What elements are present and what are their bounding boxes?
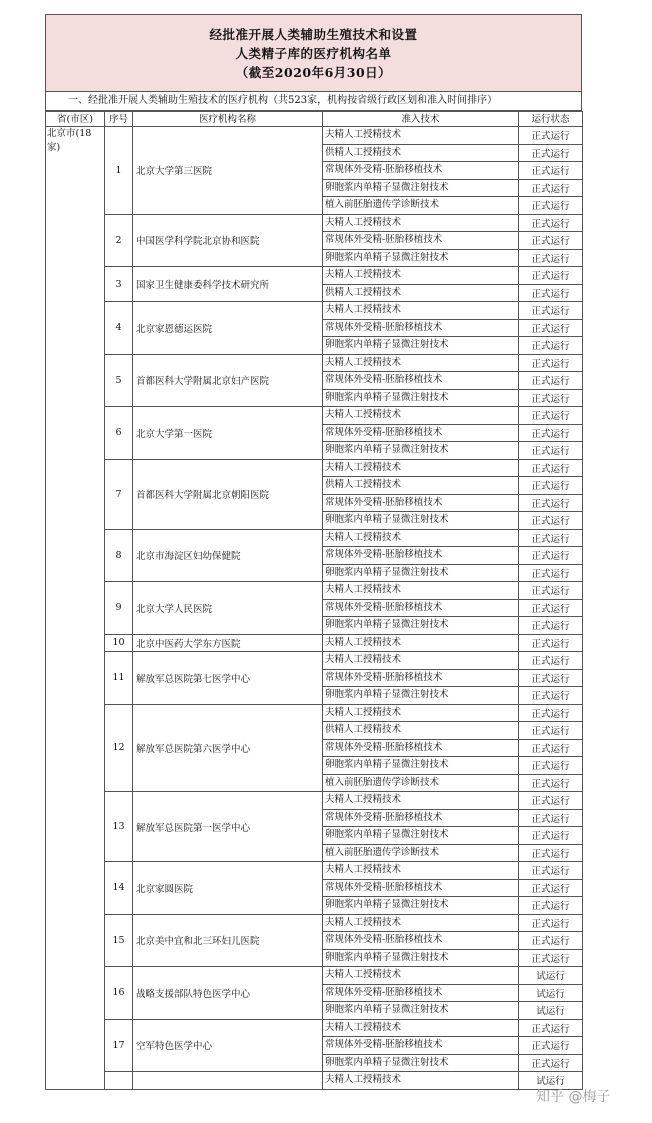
- status-cell: 试运行: [519, 1002, 583, 1020]
- watermark: 知乎 @梅子: [536, 1089, 611, 1105]
- technology-cell: 夫精人工授精技术: [323, 634, 519, 652]
- status-cell: 试运行: [519, 984, 583, 1002]
- status-cell: 正式运行: [519, 564, 583, 582]
- technology-cell: 夫精人工授精技术: [323, 582, 519, 600]
- status-cell: 试运行: [519, 967, 583, 985]
- institution-name: 北京市海淀区妇幼保健院: [133, 529, 323, 582]
- institution-number: 3: [105, 267, 133, 302]
- status-cell: 正式运行: [519, 442, 583, 460]
- technology-cell: 卵胞浆内单精子显微注射技术: [323, 757, 519, 775]
- technology-cell: 卵胞浆内单精子显微注射技术: [323, 1054, 519, 1072]
- technology-cell: 卵胞浆内单精子显微注射技术: [323, 389, 519, 407]
- technology-cell: 常规体外受精-胚胎移植技术: [323, 494, 519, 512]
- technology-cell: 夫精人工授精技术: [323, 407, 519, 425]
- technology-cell: 常规体外受精-胚胎移植技术: [323, 669, 519, 687]
- institution-number: 5: [105, 354, 133, 407]
- table-body: [46, 127, 583, 1090]
- technology-cell: 常规体外受精-胚胎移植技术: [323, 162, 519, 180]
- institution-name: 首都医科大学附属北京妇产医院: [133, 354, 323, 407]
- institution-name: 北京家圆医院: [133, 862, 323, 915]
- status-cell: 正式运行: [519, 249, 583, 267]
- status-cell: 正式运行: [519, 827, 583, 845]
- table-row: [46, 914, 583, 932]
- status-cell: 正式运行: [519, 494, 583, 512]
- status-cell: 正式运行: [519, 617, 583, 635]
- institution-number: 10: [105, 634, 133, 652]
- status-cell: 正式运行: [519, 144, 583, 162]
- status-cell: 正式运行: [519, 949, 583, 967]
- status-cell: 正式运行: [519, 582, 583, 600]
- table-row: [46, 354, 583, 372]
- status-cell: 正式运行: [519, 792, 583, 810]
- status-cell: 正式运行: [519, 932, 583, 950]
- section-heading: 一、经批准开展人类辅助生殖技术的医疗机构（共523家，机构按省级行政区划和准入时间排序）: [45, 92, 582, 111]
- table-row: [46, 652, 583, 670]
- technology-cell: 夫精人工授精技术: [323, 267, 519, 285]
- technology-cell: 常规体外受精-胚胎移植技术: [323, 424, 519, 442]
- institution-number: 1: [105, 127, 133, 215]
- institution-table: [45, 111, 583, 1090]
- document: [45, 14, 582, 1090]
- institution-number: 15: [105, 914, 133, 967]
- status-cell: 正式运行: [519, 354, 583, 372]
- status-cell: 正式运行: [519, 302, 583, 320]
- institution-name: 北京家恩德运医院: [133, 302, 323, 355]
- institution-number: 4: [105, 302, 133, 355]
- status-cell: 正式运行: [519, 809, 583, 827]
- technology-cell: 卵胞浆内单精子显微注射技术: [323, 249, 519, 267]
- status-cell: 正式运行: [519, 897, 583, 915]
- institution-number: 2: [105, 214, 133, 267]
- technology-cell: 夫精人工授精技术: [323, 1019, 519, 1037]
- institution-name: 解放军总医院第六医学中心: [133, 704, 323, 792]
- technology-cell: 卵胞浆内单精子显微注射技术: [323, 897, 519, 915]
- status-cell: 正式运行: [519, 722, 583, 740]
- status-cell: 正式运行: [519, 547, 583, 565]
- technology-cell: 卵胞浆内单精子显微注射技术: [323, 687, 519, 705]
- technology-cell: 卵胞浆内单精子显微注射技术: [323, 827, 519, 845]
- institution-number: [105, 1072, 133, 1090]
- table-row: [46, 634, 583, 652]
- header-name: 医疗机构名称: [133, 112, 323, 127]
- status-cell: 正式运行: [519, 459, 583, 477]
- technology-cell: 夫精人工授精技术: [323, 354, 519, 372]
- technology-cell: 常规体外受精-胚胎移植技术: [323, 547, 519, 565]
- technology-cell: 供精人工授精技术: [323, 144, 519, 162]
- technology-cell: 常规体外受精-胚胎移植技术: [323, 372, 519, 390]
- title-line-1: 经批准开展人类辅助生殖技术和设置: [209, 26, 418, 42]
- header-tech: 准入技术: [323, 112, 519, 127]
- table-row: [46, 1019, 583, 1037]
- status-cell: 正式运行: [519, 1019, 583, 1037]
- header-status: 运行状态: [519, 112, 583, 127]
- institution-name: 北京美中宜和北三环妇儿医院: [133, 914, 323, 967]
- title-line-3: （截至2020年6月30日）: [235, 64, 392, 80]
- status-cell: 正式运行: [519, 319, 583, 337]
- technology-cell: 夫精人工授精技术: [323, 459, 519, 477]
- institution-number: 8: [105, 529, 133, 582]
- title-line-2: 人类精子库的医疗机构名单: [235, 45, 392, 61]
- technology-cell: 卵胞浆内单精子显微注射技术: [323, 949, 519, 967]
- technology-cell: 常规体外受精-胚胎移植技术: [323, 232, 519, 250]
- table-header-row: [46, 112, 583, 127]
- table-row: [46, 407, 583, 425]
- institution-name: 解放军总医院第一医学中心: [133, 792, 323, 862]
- technology-cell: 卵胞浆内单精子显微注射技术: [323, 1002, 519, 1020]
- technology-cell: 常规体外受精-胚胎移植技术: [323, 932, 519, 950]
- technology-cell: 夫精人工授精技术: [323, 862, 519, 880]
- table-row: [46, 127, 583, 145]
- technology-cell: 夫精人工授精技术: [323, 792, 519, 810]
- technology-cell: 供精人工授精技术: [323, 722, 519, 740]
- status-cell: 正式运行: [519, 1037, 583, 1055]
- technology-cell: 夫精人工授精技术: [323, 914, 519, 932]
- institution-number: 9: [105, 582, 133, 635]
- status-cell: 正式运行: [519, 704, 583, 722]
- header-no: 序号: [105, 112, 133, 127]
- technology-cell: 夫精人工授精技术: [323, 302, 519, 320]
- institution-name: 北京大学第三医院: [133, 127, 323, 215]
- header-province: 省(市区): [46, 112, 105, 127]
- status-cell: 正式运行: [519, 162, 583, 180]
- table-row: [46, 967, 583, 985]
- status-cell: 正式运行: [519, 879, 583, 897]
- status-cell: 正式运行: [519, 914, 583, 932]
- technology-cell: 常规体外受精-胚胎移植技术: [323, 739, 519, 757]
- status-cell: 正式运行: [519, 407, 583, 425]
- status-cell: 正式运行: [519, 669, 583, 687]
- technology-cell: 夫精人工授精技术: [323, 1072, 519, 1090]
- technology-cell: 常规体外受精-胚胎移植技术: [323, 319, 519, 337]
- institution-name: 北京中医药大学东方医院: [133, 634, 323, 652]
- technology-cell: 植入前胚胎遗传学诊断技术: [323, 774, 519, 792]
- status-cell: 正式运行: [519, 634, 583, 652]
- institution-name: 解放军总医院第七医学中心: [133, 652, 323, 705]
- technology-cell: 夫精人工授精技术: [323, 967, 519, 985]
- technology-cell: 卵胞浆内单精子显微注射技术: [323, 564, 519, 582]
- technology-cell: 供精人工授精技术: [323, 477, 519, 495]
- technology-cell: 卵胞浆内单精子显微注射技术: [323, 442, 519, 460]
- institution-number: 13: [105, 792, 133, 862]
- institution-number: 7: [105, 459, 133, 529]
- status-cell: 正式运行: [519, 739, 583, 757]
- technology-cell: 夫精人工授精技术: [323, 529, 519, 547]
- technology-cell: 夫精人工授精技术: [323, 704, 519, 722]
- technology-cell: 常规体外受精-胚胎移植技术: [323, 809, 519, 827]
- technology-cell: 卵胞浆内单精子显微注射技术: [323, 512, 519, 530]
- status-cell: 正式运行: [519, 389, 583, 407]
- status-cell: 正式运行: [519, 197, 583, 215]
- technology-cell: 植入前胚胎遗传学诊断技术: [323, 197, 519, 215]
- status-cell: 正式运行: [519, 267, 583, 285]
- institution-number: 6: [105, 407, 133, 460]
- technology-cell: 常规体外受精-胚胎移植技术: [323, 984, 519, 1002]
- technology-cell: 植入前胚胎遗传学诊断技术: [323, 844, 519, 862]
- status-cell: 正式运行: [519, 477, 583, 495]
- table-row: [46, 302, 583, 320]
- table-row: [46, 267, 583, 285]
- status-cell: 正式运行: [519, 232, 583, 250]
- technology-cell: 卵胞浆内单精子显微注射技术: [323, 337, 519, 355]
- table-row: [46, 214, 583, 232]
- status-cell: 正式运行: [519, 599, 583, 617]
- table-row: [46, 529, 583, 547]
- status-cell: 正式运行: [519, 337, 583, 355]
- technology-cell: 常规体外受精-胚胎移植技术: [323, 879, 519, 897]
- technology-cell: 常规体外受精-胚胎移植技术: [323, 1037, 519, 1055]
- technology-cell: 夫精人工授精技术: [323, 127, 519, 145]
- institution-number: 16: [105, 967, 133, 1020]
- technology-cell: 夫精人工授精技术: [323, 214, 519, 232]
- institution-number: 14: [105, 862, 133, 915]
- status-cell: 正式运行: [519, 424, 583, 442]
- table-row: [46, 459, 583, 477]
- technology-cell: 常规体外受精-胚胎移植技术: [323, 599, 519, 617]
- technology-cell: 供精人工授精技术: [323, 284, 519, 302]
- status-cell: 正式运行: [519, 1054, 583, 1072]
- institution-number: 17: [105, 1019, 133, 1072]
- technology-cell: 卵胞浆内单精子显微注射技术: [323, 617, 519, 635]
- province-cell: 北京市(18家): [46, 127, 105, 1090]
- technology-cell: 夫精人工授精技术: [323, 652, 519, 670]
- institution-name: 首都医科大学附属北京朝阳医院: [133, 459, 323, 529]
- institution-name: 北京大学人民医院: [133, 582, 323, 635]
- table-row: [46, 582, 583, 600]
- status-cell: 正式运行: [519, 372, 583, 390]
- institution-name: 战略支援部队特色医学中心: [133, 967, 323, 1020]
- table-row: [46, 792, 583, 810]
- institution-name: 北京大学第一医院: [133, 407, 323, 460]
- status-cell: 正式运行: [519, 179, 583, 197]
- institution-name: 空军特色医学中心: [133, 1019, 323, 1072]
- status-cell: 正式运行: [519, 127, 583, 145]
- status-cell: 试运行: [519, 1072, 583, 1090]
- table-row: [46, 1072, 583, 1090]
- status-cell: 正式运行: [519, 774, 583, 792]
- status-cell: 正式运行: [519, 652, 583, 670]
- status-cell: 正式运行: [519, 862, 583, 880]
- institution-name: 中国医学科学院北京协和医院: [133, 214, 323, 267]
- table-row: [46, 704, 583, 722]
- status-cell: 正式运行: [519, 512, 583, 530]
- institution-name: 国家卫生健康委科学技术研究所: [133, 267, 323, 302]
- status-cell: 正式运行: [519, 529, 583, 547]
- institution-name: [133, 1072, 323, 1090]
- status-cell: 正式运行: [519, 844, 583, 862]
- status-cell: 正式运行: [519, 687, 583, 705]
- institution-number: 12: [105, 704, 133, 792]
- status-cell: 正式运行: [519, 284, 583, 302]
- table-row: [46, 862, 583, 880]
- institution-number: 11: [105, 652, 133, 705]
- technology-cell: 卵胞浆内单精子显微注射技术: [323, 179, 519, 197]
- status-cell: 正式运行: [519, 214, 583, 232]
- status-cell: 正式运行: [519, 757, 583, 775]
- document-title: [45, 14, 582, 92]
